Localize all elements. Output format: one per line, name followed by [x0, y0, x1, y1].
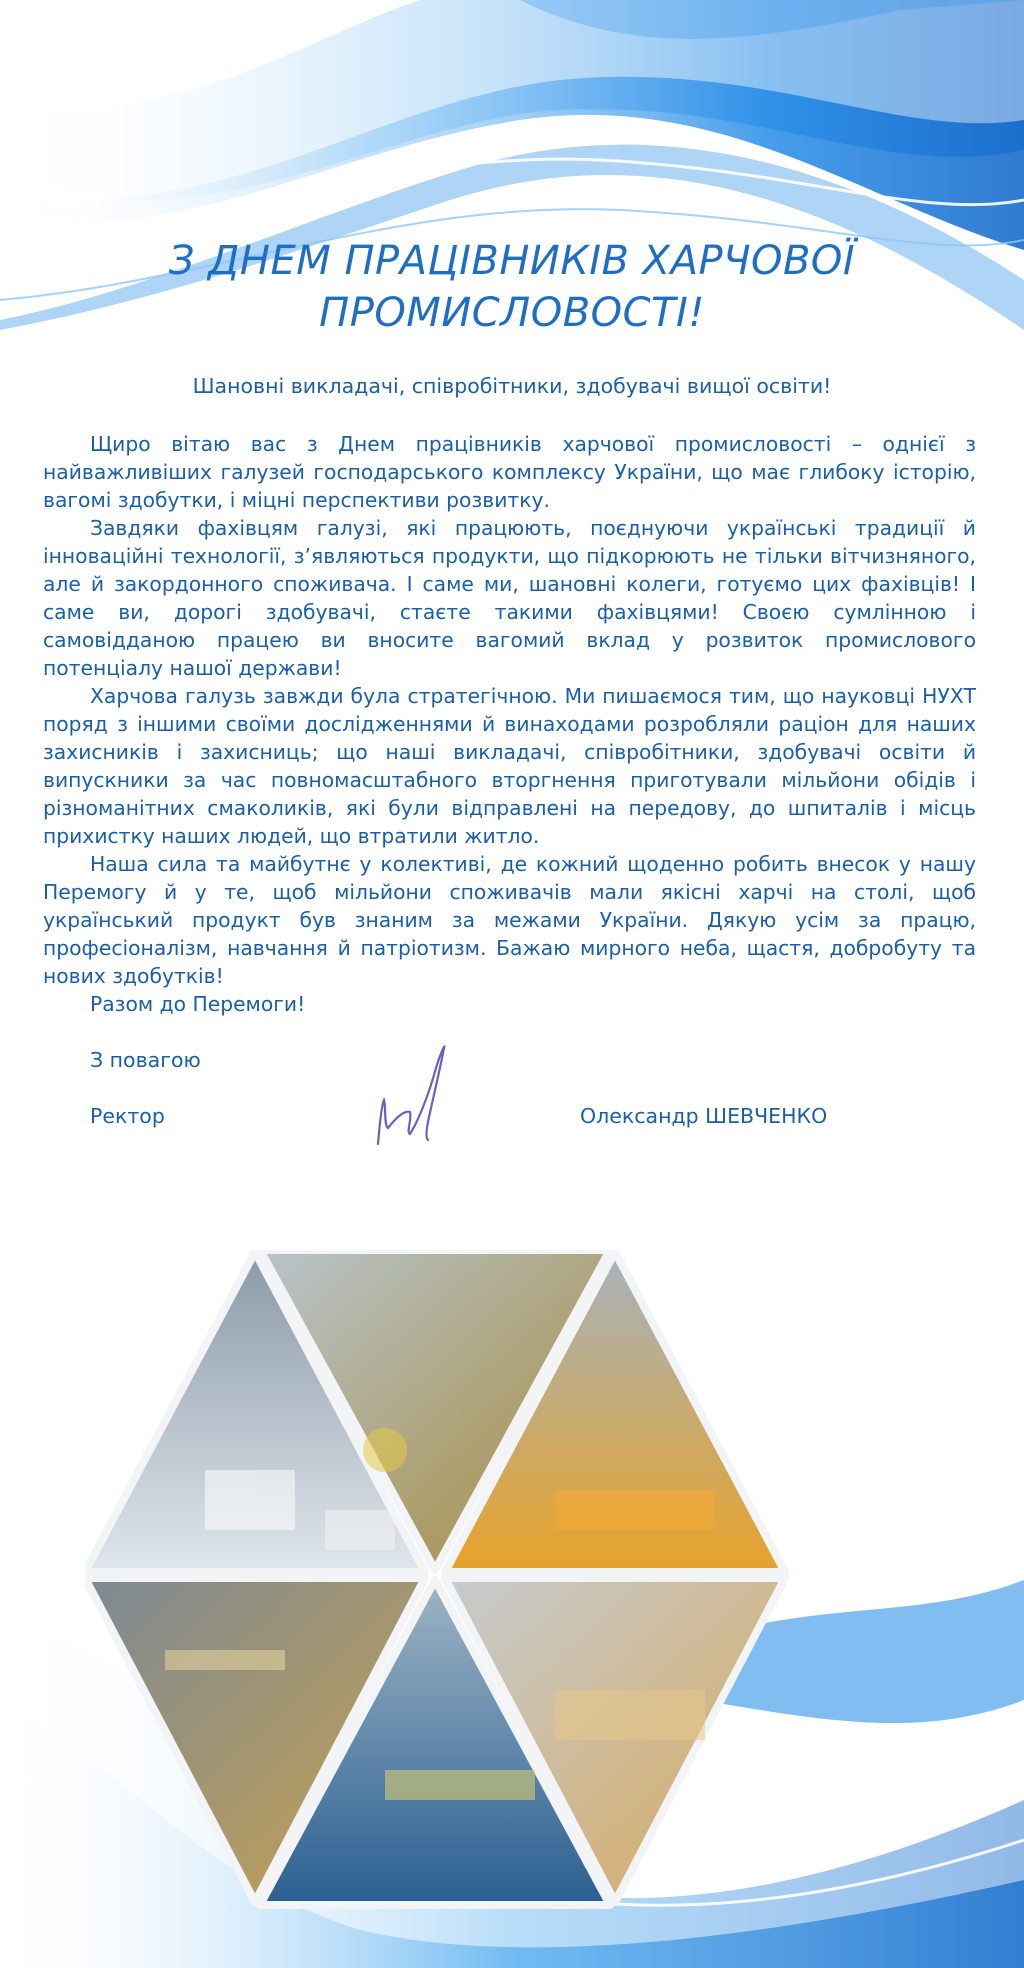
- paragraph-1: Щиро вітаю вас з Днем працівників харчової промисловості – однієї з найважливіших галузей господарського комплексу України, що має глибоку історію, вагомі здобутки, і міцні перспективи розвитку.: [43, 432, 976, 512]
- signatory-position: Ректор: [90, 1104, 165, 1128]
- signature: [370, 1040, 480, 1150]
- signatory-name: Олександр ШЕВЧЕНКО: [580, 1104, 828, 1128]
- paragraph-4: Наша сила та майбутнє у колективі, де кожний щоденно робить внесок у нашу Перемогу й у те, щоб мільйони споживачів мали якісні харчі на столі, щоб український продукт був знаним за межами України. Дякую усім за працю, професіоналізм, навчання й патріотизм. Бажаю мирного неба, щастя, добробуту та нових здобутків!: [43, 852, 976, 988]
- title-line-1: З ДНЕМ ПРАЦІВНИКІВ ХАРЧОВОЇ: [168, 238, 856, 284]
- paragraph-2: Завдяки фахівцям галузі, які працюють, поєднуючи українські традиції й інноваційні технології, з’являються продукти, що підкорюють не тільки вітчизняного, але й закордонного споживача. І саме ми, шановні колеги, готуємо цих фахівців! І саме ви, дорогі здобувачі, стаєте такими фахівцями! Своєю сумлінною і самовідданою працею ви вносите вагомий вклад у розвиток промислового потенціалу нашої держави!: [43, 516, 976, 680]
- greeting: Шановні викладачі, співробітники, здобувачі вищої освіти!: [192, 374, 832, 398]
- paragraph-5: Разом до Перемоги!: [90, 992, 306, 1016]
- paragraph-3: Харчова галузь завжди була стратегічною. Ми пишаємося тим, що науковці НУХТ поряд з іншими своїми дослідженнями й винаходами розробляли раціон для наших захисників і захисниць; що наші викладачі, співробітники, здобувачі освіти й випускники за час повномасштабного вторгнення приготували мільйони обідів і різноманітних смаколиків, які були відправлені на передову, до шпиталів і місць прихистку наших людей, що втратили житло.: [43, 684, 976, 848]
- closing-regards: З повагою: [90, 1048, 201, 1072]
- title-line-2: ПРОМИСЛОВОСТІ!: [319, 290, 705, 336]
- letter-body: [43, 430, 976, 1018]
- page-title: [90, 235, 934, 339]
- photo-collage: [85, 1250, 959, 1910]
